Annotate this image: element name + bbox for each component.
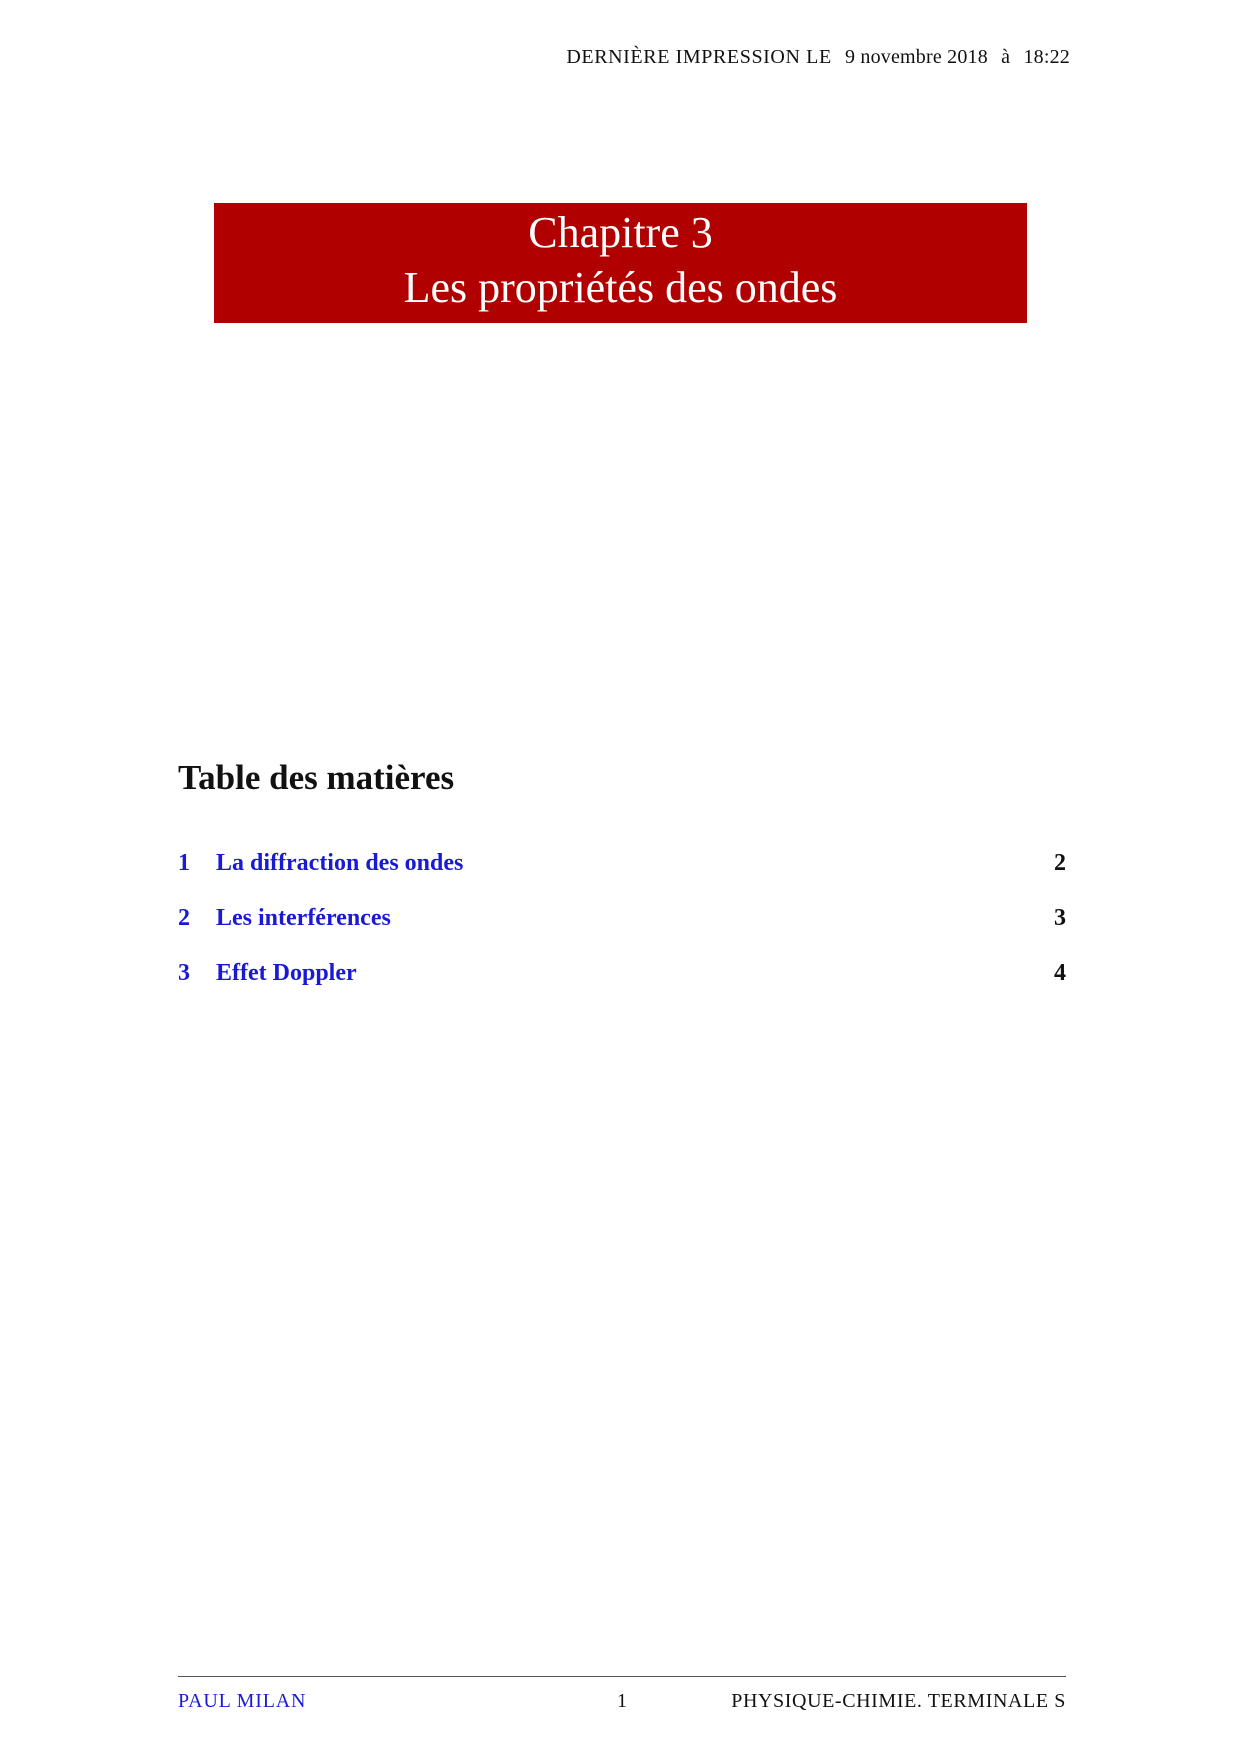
- toc-item-number: 3: [178, 960, 190, 986]
- chapter-number: Chapitre 3: [528, 208, 713, 257]
- toc-item-number: 2: [178, 905, 190, 931]
- toc-item-page: 2: [1054, 850, 1066, 876]
- course-name: PHYSIQUE-CHIMIE. TERMINALE S: [731, 1690, 1066, 1712]
- toc-item-page: 4: [1054, 960, 1066, 986]
- toc-item-number: 1: [178, 850, 190, 876]
- print-date: 9 novembre 2018: [844, 46, 988, 68]
- toc-item-diffraction[interactable]: [178, 850, 1066, 905]
- print-time: 18:22: [1023, 46, 1070, 68]
- table-of-contents: [178, 850, 1066, 1015]
- chapter-title: Les propriétés des ondes: [403, 263, 838, 312]
- toc-item-interferences[interactable]: [178, 905, 1066, 960]
- print-date-at: à: [1001, 46, 1011, 68]
- chapter-banner: [214, 203, 1027, 323]
- toc-item-label: Effet Doppler: [216, 960, 357, 986]
- toc-heading: Table des matières: [178, 758, 455, 797]
- print-date-prefix: DERNIÈRE IMPRESSION LE: [566, 46, 832, 68]
- toc-item-label: La diffraction des ondes: [216, 850, 464, 876]
- toc-item-page: 3: [1054, 905, 1066, 931]
- author-link[interactable]: PAUL MILAN: [178, 1690, 307, 1712]
- toc-item-doppler[interactable]: [178, 960, 1066, 1015]
- toc-item-label: Les interférences: [216, 905, 391, 931]
- page-footer: [178, 1690, 1066, 1720]
- print-date-header: [566, 46, 1070, 69]
- footer-divider: [178, 1676, 1066, 1677]
- page-number: 1: [617, 1690, 627, 1712]
